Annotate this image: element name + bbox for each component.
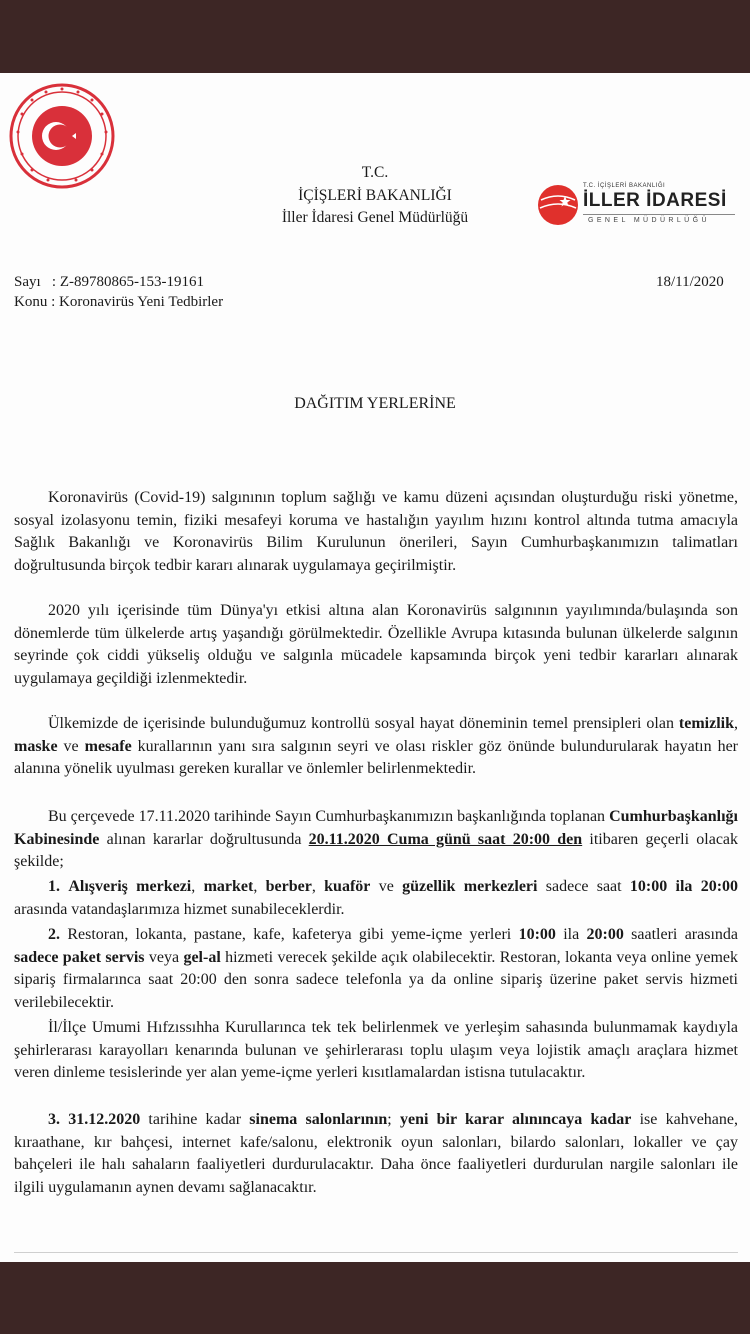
paragraph-2 xyxy=(14,600,738,690)
p4-text-d: itibaren geçerli olacak şekilde; xyxy=(14,830,739,870)
p6-bold-gelal: gel-al xyxy=(183,948,221,966)
konu-line xyxy=(14,294,223,311)
paragraph-2-text: 2020 yılı içerisinde tüm Dünya'yı etkisi altına alan Koronavirüs salgınının yayılımında/bulaşında son dönemlerde tüm ülkelerde artış yaşandığı görülmektedir. Özellikle Avrupa kıtasında bulunan ülkelerde salgının seyrinde çok ciddi yükseliş olduğu ve salgınla mücadele kapsamında birçok yeni tedbir kararları alınarak uygulamaya geçildiği izlenmektedir. xyxy=(14,602,738,687)
p6-text-a: Restoran, lokanta, pastane, kafe, kafeterya gibi yeme-içme yerleri xyxy=(60,926,519,943)
logo-main-text: İLLER İDARESİ xyxy=(583,190,727,211)
p3-text-c: , xyxy=(734,715,738,732)
paragraph-3 xyxy=(14,713,738,781)
p5-sep-2: , xyxy=(253,878,266,895)
p4-underlined-date: 20.11.2020 Cuma günü saat 20:00 den xyxy=(308,830,583,848)
distribution-title: DAĞITIM YERLERİNE xyxy=(294,395,456,412)
p6-text-c3: veya xyxy=(144,948,184,966)
paragraph-7 xyxy=(14,1017,738,1085)
p6-bold-paket: sadece paket servis xyxy=(14,948,145,966)
p5-sep-3: , xyxy=(311,878,325,895)
p5-bold-berber: berber xyxy=(265,878,312,895)
konu-value: : Koronavirüs Yeni Tedbirler xyxy=(51,294,224,310)
item-3-date: 3. 31.12.2020 xyxy=(48,1111,141,1128)
logo-divider xyxy=(583,214,735,215)
p3-text-d: ve xyxy=(57,737,85,755)
p3-bold-temizlik: temizlik xyxy=(678,715,734,732)
iller-idaresi-emblem-icon xyxy=(537,184,579,226)
p5-bold-guzellik: güzellik merkezleri xyxy=(402,878,538,895)
p3-bold-mesafe: mesafe xyxy=(84,737,132,755)
paragraph-5 xyxy=(14,876,738,921)
p4-text-c: alınan kararlar doğrultusunda xyxy=(99,830,309,848)
logo-sub-text: GENEL MÜDÜRLÜĞÜ xyxy=(588,217,710,224)
p4-bold-kabine: Cumhurbaşkanlığı Kabinesinde xyxy=(14,808,738,848)
paragraph-8 xyxy=(14,1109,738,1199)
p5-sep-4: ve xyxy=(370,878,403,895)
p5-bold-hours: 10:00 ila 20:00 xyxy=(629,878,739,895)
p8-text-c1: tarihine kadar xyxy=(140,1111,250,1128)
p5-bold-kuafor: kuaför xyxy=(324,878,371,895)
p4-text-a: Bu çerçevede 17.11.2020 tarihinde Sayın Cumhurbaşkanımızın başkanlığında toplanan xyxy=(48,808,610,825)
paragraph-7-text: İl/İlçe Umumi Hıfzıssıhha Kurullarınca tek tek belirlenmek ve yerleşim sahasında bulunmamak kaydıyla şehirlerarası karayolları kenarında bulunan ve şehirlerarası toplu ulaşım veya lojistik amaçlı araçlara hizmet veren dinleme tesislerinde yer alan yeme-içme yerleri kısıtlamalardan istisna tutulacaktır. xyxy=(14,1019,738,1081)
p3-text-e: kurallarının yanı sıra salgının seyri ve olası riskler göz önünde bulundurularak hayatın her alanına yönelik uyulması gereken kurallar ve önlemler belirlenmektedir. xyxy=(14,737,738,777)
p5-bold-avm: Alışveriş merkezi xyxy=(68,878,192,895)
item-2-number: 2. xyxy=(48,926,60,943)
p3-text-a: Ülkemizde de içerisinde bulunduğumuz kontrollü sosyal hayat döneminin temel prensipleri olan xyxy=(48,715,679,732)
header-tc: T.C. xyxy=(361,164,389,181)
p5-text-6: arasında vatandaşlarımıza hizmet sunabileceklerdir. xyxy=(14,900,345,918)
p6-bold-10: 10:00 xyxy=(518,926,556,943)
bottom-frame-bar xyxy=(0,1262,750,1334)
footer-divider xyxy=(14,1252,738,1253)
p5-bold-market: market xyxy=(203,878,254,895)
p6-bold-20: 20:00 xyxy=(586,926,624,943)
paragraph-6 xyxy=(14,924,738,1014)
konu-label: Konu xyxy=(14,294,48,310)
p6-text-c4: hizmeti verecek şekilde açık olabilecektir. Restoran, lokanta veya online yemek sipariş firmalarınca saat 20:00 den sonra sadece telefonla ya da online sipariş üzerine paket servis hizmeti verilebilecektir. xyxy=(14,948,739,1011)
item-1-number: 1. xyxy=(48,878,60,895)
paragraph-1 xyxy=(14,487,738,577)
p6-text-c1: ila xyxy=(555,926,587,943)
p8-bold-sinema: sinema salonlarının xyxy=(249,1111,388,1128)
p5-sep-1: , xyxy=(191,878,204,895)
p5-text-5: sadece saat xyxy=(537,878,630,895)
logo-small-text: T.C. İÇİŞLERİ BAKANLIĞI xyxy=(583,183,666,189)
sayi-label: Sayı xyxy=(14,274,41,290)
sayi-line xyxy=(14,274,204,291)
paragraph-4 xyxy=(14,806,738,874)
document-date: 18/11/2020 xyxy=(656,274,724,290)
paragraph-1-text: Koronavirüs (Covid-19) salgınının toplum sağlığı ve kamu düzeni açısından oluşturduğu riski yönetme, sosyal izolasyonu temin, fiziki mesafeyi koruma ve hastalığın yayılım hızını kontrol altında tutma amacıyla Sağlık Bakanlığı ve Koronavirüs Bilim Kurulunun önerileri, Sayın Cumhurbaşkanımızın talimatları doğrultusunda birçok tedbir kararı alınarak uygulamaya geçirilmiştir. xyxy=(14,489,738,574)
p6-text-c2: saatleri arasında xyxy=(623,926,738,943)
p8-text-c2: ; xyxy=(387,1111,400,1128)
header-directorate: İller İdaresi Genel Müdürlüğü xyxy=(281,209,469,226)
p8-text-c3: ise kahvehane, kıraathane, kır bahçesi, internet kafe/salonu, elektronik oyun salonları, bilardo salonları, lokaller ve çay bahçeleri ile halı sahaların faaliyetleri durdurulacaktır. Daha önce faaliyetleri durdurulan nargile salonları ile ilgili uygulamanın aynen devamı sağlanacaktır. xyxy=(14,1111,739,1196)
p3-bold-maske: maske xyxy=(14,737,58,755)
header-ministry: İÇİŞLERİ BAKANLIĞI xyxy=(298,187,452,204)
p8-bold-karar: yeni bir karar alınıncaya kadar xyxy=(399,1111,632,1128)
top-frame-bar xyxy=(0,0,750,73)
sayi-value: : Z-89780865-153-19161 xyxy=(51,274,204,290)
